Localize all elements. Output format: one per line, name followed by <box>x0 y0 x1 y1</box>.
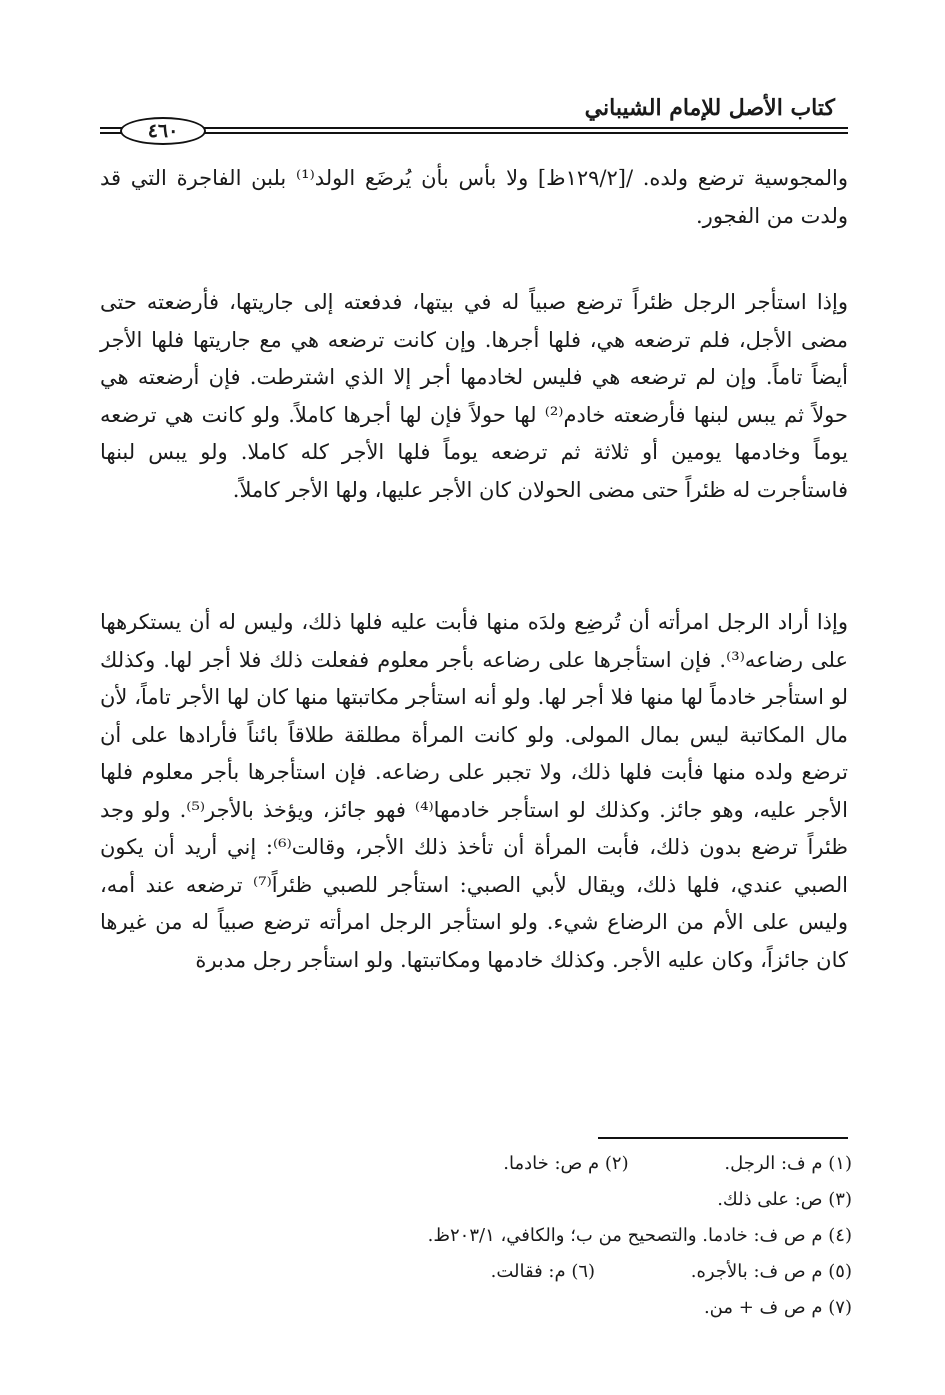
footnote-row <box>503 1151 852 1177</box>
footnote-7: (٧) م ص ف + من. <box>703 1297 852 1318</box>
paragraph-2: وإذا استأجر الرجل ظئراً ترضع صبياً له في بيتها، فدفعته إلى جاريتها، فأرضعته حتى مضى الأجل، فلم ترضعه هي، فلها أجرها. وإن كانت ترضعه هي مع جاريتها فلها الأجر أيضاً تاماً. وإن لم ترضعه هي فليس لخادمها أجر إلا الذي اشترطت. فإن أرضعته هي حولاً ثم يبس لبنها فأرضعته خادم⁽²⁾ لها حولاً فإن لها أجرها كاملاً. ولو كانت هي ترضعه يوماً وخادمها يومين أو ثلاثة ثم ترضعه يوماً فلها الأجر كله كاملا. ولو يبس لبنها فاستأجرت له ظئراً حتى مضى الحولان كان الأجر عليها، ولها الأجر كاملاً. <box>100 290 848 502</box>
footnote-5: (٥) م ص ف: بالأجره. <box>690 1261 852 1282</box>
header-rule-top <box>100 127 848 129</box>
footnote-1: (١) م ف: الرجل. <box>724 1153 852 1174</box>
footnote-row <box>704 1295 852 1321</box>
paragraph-3: وإذا أراد الرجل امرأته أن تُرضِع ولدَه منها فأبت عليه فلها ذلك، وليس له أن يستكرهها على رضاعه⁽³⁾. فإن استأجرها على رضاعه بأجر معلوم ففعلت ذلك فلا أجر لها. وكذلك لو استأجر خادماً لها منها فلا أجر لها. ولو أنه استأجر مكاتبتها منها كان لها الأجر تاماً، لأن مال المكاتبة ليس بمال المولى. ولو كانت المرأة مطلقة طلاقاً بائناً فأرادها على أن ترضع ولده منها فأبت فلها ذلك، ولا تجبر على رضاعه. فإن استأجرها بأجر معلوم فلها الأجر عليه، وهو جائز. وكذلك لو استأجر خادمها⁽⁴⁾ فهو جائز، ويؤخذ بالأجر⁽⁵⁾. ولو وجد ظئراً ترضع بدون ذلك، فأبت المرأة أن تأخذ ذلك الأجر، وقالت⁽⁶⁾: إني أريد أن يكون الصبي عندي، فلها ذلك، ويقال لأبي الصبي: استأجر للصبي ظئراً⁽⁷⁾ ترضعه عند أمه، وليس على الأم من الرضاع شيء. ولو استأجر الرجل امرأته ترضع صبياً له من غيرها كان جائزاً، وكان عليه الأجر. وكذلك خادمها ومكاتبتها. ولو استأجر رجل مدبرة <box>100 610 848 972</box>
header-rule-bottom <box>100 132 848 134</box>
footnote-row <box>717 1187 852 1213</box>
footnote-row <box>428 1223 852 1249</box>
footnote-6: (٦) م: فقالت. <box>490 1261 596 1282</box>
footnote-4: (٤) م ص ف: خادما. والتصحيح من ب؛ والكافي، ٢٠٣/١ظ. <box>427 1225 852 1246</box>
page-number: ٤٦٠ <box>120 117 206 145</box>
footnote-row <box>491 1259 852 1285</box>
footnote-separator <box>598 1137 848 1139</box>
running-header-title: كتاب الأصل للإمام الشيباني <box>584 95 835 121</box>
paragraph-1: والمجوسية ترضع ولده. /[١٢٩/٢ظ] ولا بأس بأن يُرضَع الولد⁽¹⁾ بلبن الفاجرة التي قد ولدت من الفجور. <box>100 166 848 228</box>
footnote-3: (٣) ص: على ذلك. <box>717 1189 852 1210</box>
footnote-2: (٢) م ص: خادما. <box>503 1153 629 1174</box>
